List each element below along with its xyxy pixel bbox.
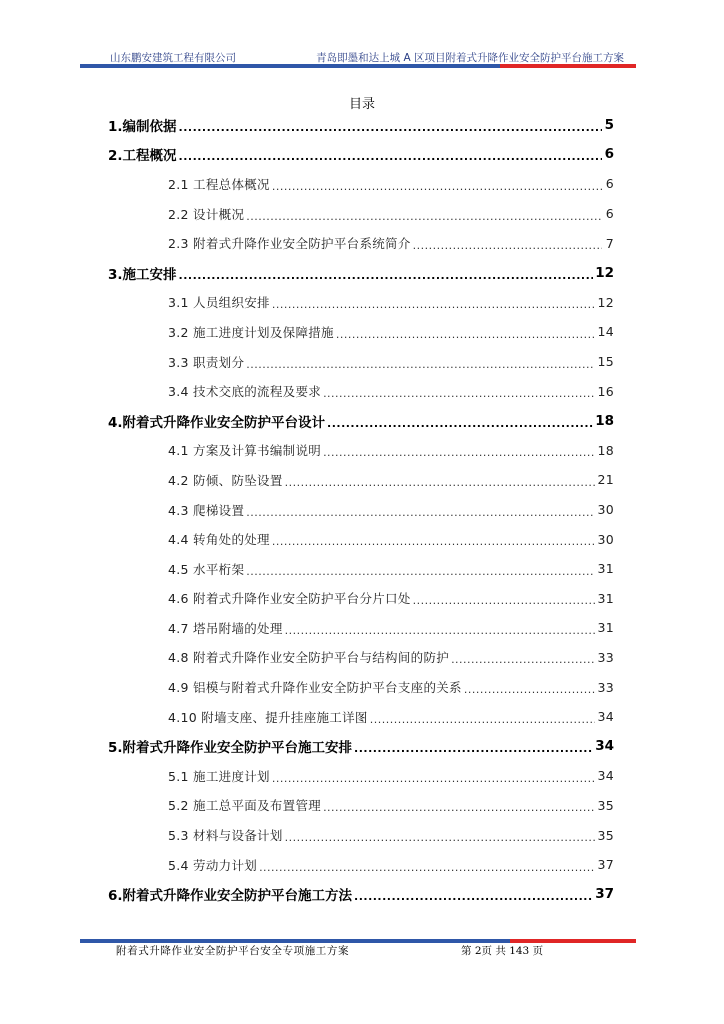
toc-entry-label: 4.3 爬梯设置 <box>168 502 245 518</box>
toc-entry-page: 33 <box>597 679 614 695</box>
toc-entry[interactable] <box>108 258 614 288</box>
toc-leader-dots <box>370 711 596 725</box>
toc-entry-page: 30 <box>597 502 614 518</box>
header-rule-red <box>500 64 636 68</box>
toc-entry[interactable] <box>108 613 614 643</box>
toc-entry-label: 3.施工安排 <box>108 266 177 283</box>
toc-leader-dots <box>285 829 596 843</box>
toc-entry-page: 15 <box>597 354 614 370</box>
toc-entry-page: 14 <box>597 324 614 340</box>
toc-entry[interactable] <box>108 436 614 466</box>
toc-entry[interactable] <box>108 791 614 821</box>
toc-entry-page: 5 <box>604 116 614 133</box>
toc-entry-page: 34 <box>597 768 614 784</box>
toc-entry-label: 3.1 人员组织安排 <box>168 295 270 311</box>
header-project-title: 青岛即墨和达上城 A 区项目附着式升降作业安全防护平台施工方案 <box>316 52 624 64</box>
toc-entry-label: 3.3 职责划分 <box>168 354 245 370</box>
toc-entry-label: 4.8 附着式升降作业安全防护平台与结构间的防护 <box>168 650 450 666</box>
toc-entry-label: 4.6 附着式升降作业安全防护平台分片口处 <box>168 591 411 607</box>
toc-entry-label: 5.附着式升降作业安全防护平台施工安排 <box>108 740 353 757</box>
header-company: 山东鹏安建筑工程有限公司 <box>110 52 236 64</box>
toc-entry[interactable] <box>108 761 614 791</box>
toc-entry-label: 3.4 技术交底的流程及要求 <box>168 384 322 400</box>
toc-entry-label: 2.3 附着式升降作业安全防护平台系统简介 <box>168 236 411 252</box>
toc-leader-dots <box>413 592 596 606</box>
toc-leader-dots <box>323 799 595 813</box>
toc-leader-dots <box>285 474 596 488</box>
toc-entry[interactable] <box>108 140 614 170</box>
toc-entry[interactable] <box>108 584 614 614</box>
toc-leader-dots <box>327 415 593 429</box>
toc-entry-label: 2.2 设计概况 <box>168 206 245 222</box>
toc-entry-page: 16 <box>597 383 614 399</box>
header-rule-blue <box>80 64 500 68</box>
toc-entry-label: 4.2 防倾、防坠设置 <box>168 472 283 488</box>
toc-entry-page: 31 <box>597 561 614 577</box>
toc-entry[interactable] <box>108 317 614 347</box>
toc-entry[interactable] <box>108 672 614 702</box>
toc-entry[interactable] <box>108 228 614 258</box>
toc-entry[interactable] <box>108 731 614 761</box>
toc-leader-dots <box>285 622 596 636</box>
toc-leader-dots <box>259 859 595 873</box>
toc-entry-page: 18 <box>597 442 614 458</box>
toc-entry[interactable] <box>108 406 614 436</box>
toc-leader-dots <box>451 651 595 665</box>
toc-leader-dots <box>323 385 595 399</box>
toc-entry[interactable] <box>108 820 614 850</box>
footer-page-info: 第 2页 共 143 页 <box>461 945 544 957</box>
toc-entry-page: 21 <box>597 472 614 488</box>
table-of-contents <box>108 110 614 909</box>
toc-entry-page: 6 <box>604 146 614 163</box>
toc-leader-dots <box>272 178 602 192</box>
toc-entry-page: 31 <box>597 620 614 636</box>
toc-entry-label: 5.2 施工总平面及布置管理 <box>168 798 322 814</box>
toc-entry-label: 5.4 劳动力计划 <box>168 857 258 873</box>
toc-entry-label: 2.工程概况 <box>108 148 177 165</box>
toc-entry-label: 4.1 方案及计算书编制说明 <box>168 443 322 459</box>
toc-entry-label: 1.编制依据 <box>108 118 177 135</box>
toc-entry-page: 35 <box>597 797 614 813</box>
toc-entry-label: 2.1 工程总体概况 <box>168 176 270 192</box>
toc-entry-label: 4.附着式升降作业安全防护平台设计 <box>108 414 326 431</box>
toc-entry-page: 35 <box>597 827 614 843</box>
toc-leader-dots <box>272 770 596 784</box>
footer-doc-title: 附着式升降作业安全防护平台安全专项施工方案 <box>116 945 350 957</box>
toc-entry-label: 4.10 附墙支座、提升挂座施工详图 <box>168 709 368 725</box>
toc-entry[interactable] <box>108 376 614 406</box>
toc-entry-page: 18 <box>595 412 614 429</box>
toc-entry-page: 30 <box>597 531 614 547</box>
toc-leader-dots <box>272 533 596 547</box>
toc-leader-dots <box>323 444 595 458</box>
page-footer <box>116 943 566 959</box>
toc-entry-page: 37 <box>595 886 614 903</box>
toc-entry-page: 6 <box>605 206 614 222</box>
toc-leader-dots <box>272 296 596 310</box>
toc-entry-label: 5.1 施工进度计划 <box>168 768 270 784</box>
toc-leader-dots <box>354 888 593 902</box>
toc-entry[interactable] <box>108 347 614 377</box>
toc-entry-page: 6 <box>605 176 614 192</box>
toc-entry[interactable] <box>108 524 614 554</box>
toc-entry[interactable] <box>108 554 614 584</box>
toc-entry-label: 4.9 铝模与附着式升降作业安全防护平台支座的关系 <box>168 680 462 696</box>
toc-title: 目录 <box>348 97 375 112</box>
toc-leader-dots <box>179 267 594 281</box>
toc-entry-page: 12 <box>597 294 614 310</box>
toc-entry-page: 12 <box>595 264 614 281</box>
toc-entry[interactable] <box>108 643 614 673</box>
toc-leader-dots <box>246 563 595 577</box>
toc-leader-dots <box>179 148 602 162</box>
toc-entry-label: 4.7 塔吊附墙的处理 <box>168 620 283 636</box>
toc-leader-dots <box>246 208 602 222</box>
toc-entry-page: 33 <box>597 649 614 665</box>
toc-entry[interactable] <box>108 850 614 880</box>
toc-leader-dots <box>179 119 602 133</box>
toc-entry[interactable] <box>108 879 614 909</box>
toc-entry[interactable] <box>108 288 614 318</box>
toc-entry-label: 4.4 转角处的处理 <box>168 532 270 548</box>
toc-entry-page: 34 <box>597 709 614 725</box>
toc-leader-dots <box>354 740 593 754</box>
toc-entry[interactable] <box>108 495 614 525</box>
toc-entry-label: 5.3 材料与设备计划 <box>168 828 283 844</box>
toc-leader-dots <box>246 504 595 518</box>
toc-entry-page: 7 <box>605 235 614 251</box>
toc-entry[interactable] <box>108 199 614 229</box>
toc-leader-dots <box>246 356 595 370</box>
toc-leader-dots <box>413 237 602 251</box>
toc-leader-dots <box>464 681 596 695</box>
toc-entry-label: 4.5 水平桁架 <box>168 561 245 577</box>
toc-entry[interactable] <box>108 465 614 495</box>
toc-entry[interactable] <box>108 169 614 199</box>
toc-leader-dots <box>336 326 596 340</box>
toc-entry-page: 31 <box>597 590 614 606</box>
toc-entry[interactable] <box>108 110 614 140</box>
toc-entry-label: 3.2 施工进度计划及保障措施 <box>168 324 334 340</box>
toc-entry[interactable] <box>108 702 614 732</box>
toc-entry-page: 37 <box>597 857 614 873</box>
toc-entry-label: 6.附着式升降作业安全防护平台施工方法 <box>108 888 353 905</box>
toc-entry-page: 34 <box>595 738 614 755</box>
